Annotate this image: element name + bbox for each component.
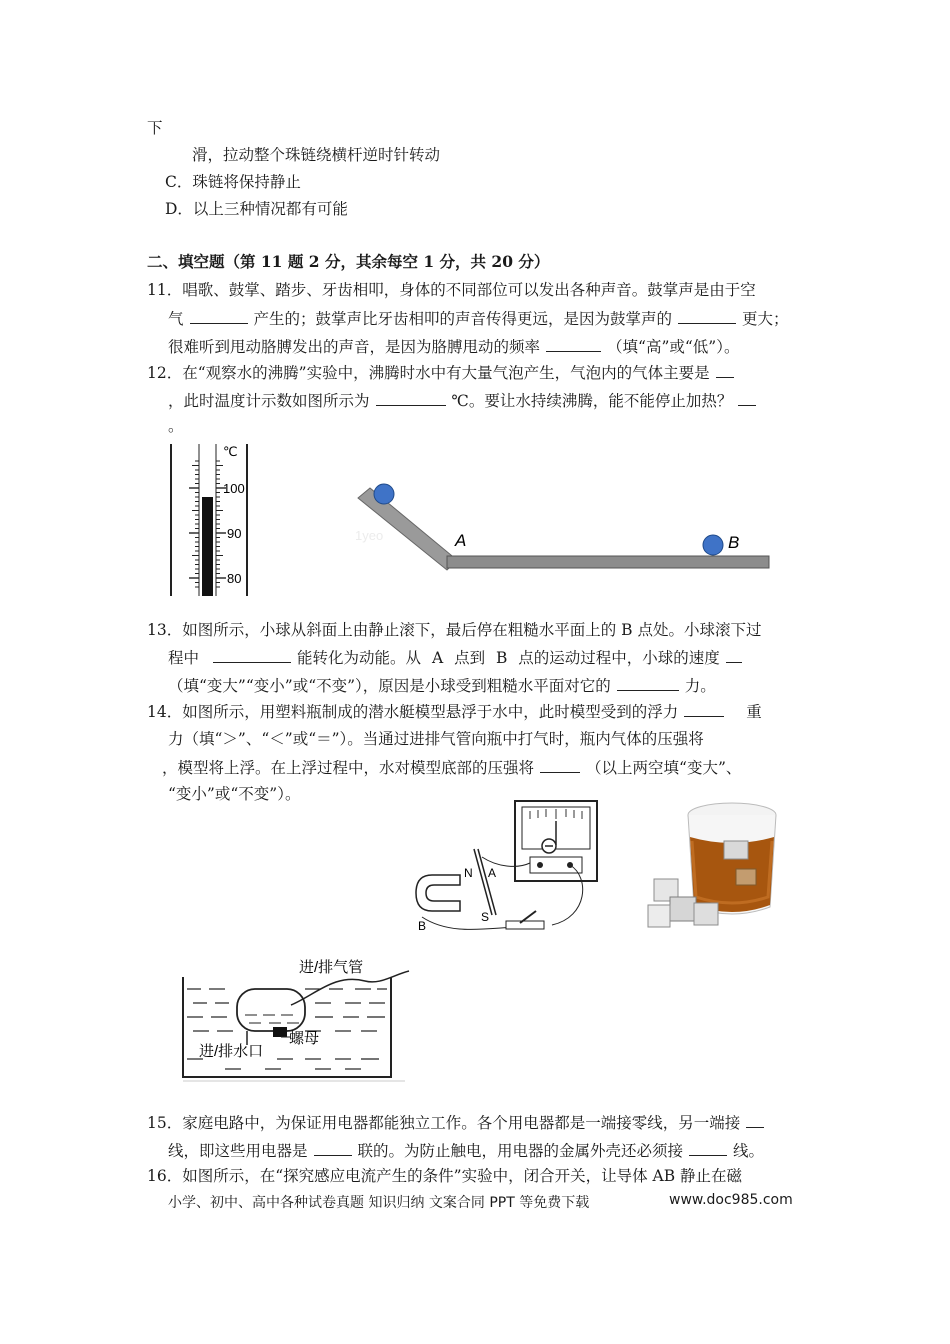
mercury-column: [202, 497, 213, 596]
answer-blank[interactable]: [546, 336, 601, 352]
answer-blank[interactable]: [746, 1112, 764, 1128]
q15-text: 线，即这些用电器是: [168, 1142, 308, 1160]
q12-text: ，此时温度计示数如图所示为: [168, 392, 370, 410]
q13-line2: [168, 647, 748, 668]
q15-line2: [168, 1140, 764, 1161]
q11-text: 很难听到甩动胳膊发出的声音，是因为胳膊甩动的频率: [168, 338, 541, 356]
q11-line2: [168, 308, 789, 329]
answer-blank[interactable]: [314, 1140, 352, 1156]
q15-line1: [147, 1112, 770, 1133]
q12-line2: [168, 390, 762, 411]
bottle-model: [237, 989, 305, 1031]
q11-text: 产生的；鼓掌声比牙齿相叩的声音传得更远，是因为鼓掌声的: [253, 310, 673, 328]
thermometer-figure: [165, 440, 260, 600]
dial-ticks: [530, 809, 582, 819]
q15-text: 线。: [733, 1142, 765, 1160]
label-a: A: [488, 866, 497, 880]
submarine-model-figure: [165, 955, 425, 1085]
terminal: [537, 862, 543, 868]
conductor-ab: [474, 849, 492, 915]
option-c: C．珠链将保持静止: [165, 173, 301, 191]
pipe-label: 进/排气管: [299, 959, 364, 976]
q14-text: 14．如图所示，用塑料瓶制成的潜水艇模型悬浮于水中，此时模型受到的浮力: [147, 703, 679, 721]
q13-line1: 13．如图所示，小球从斜面上由静止滚下，最后停在粗糙水平面上的 B 点处。小球滚下过: [147, 621, 762, 639]
prev-question-fragment: 下: [147, 119, 163, 137]
watermark: 1yeo: [355, 528, 384, 543]
q12-text: 12．在“观察水的沸腾”实验中，沸腾时水中有大量气泡产生，气泡内的气体主要是: [147, 364, 710, 382]
ramp-figure: [350, 478, 780, 578]
answer-blank[interactable]: [689, 1140, 727, 1156]
q14-line2: 力（填“＞”、“＜”或“＝”）。当通过进排气管向瓶中打气时，瓶内气体的压强将: [168, 730, 704, 748]
nut: [273, 1027, 287, 1037]
horseshoe-magnet: [416, 875, 460, 911]
q11-line3: [168, 336, 739, 357]
answer-blank[interactable]: [617, 675, 679, 691]
q12-text: ℃。要让水持续沸腾，能不能停止加热？: [451, 392, 733, 410]
label-b: B: [728, 533, 740, 552]
ball-b: [703, 535, 723, 555]
q14-text: （以上两空填“变大”、: [586, 759, 742, 777]
q13-line3: [168, 675, 716, 696]
horizontal-surface: [447, 556, 769, 568]
answer-blank[interactable]: [190, 308, 248, 324]
label-n: N: [464, 866, 473, 880]
tick-label-100: 100: [223, 481, 245, 496]
switch-base: [506, 921, 544, 929]
q11-line1: 11．唱歌、鼓掌、踏步、牙齿相叩，身体的不同部位可以发出各种声音。鼓掌声是由于空: [147, 281, 756, 299]
tick-label-90: 90: [227, 526, 242, 541]
q13-text: （填“变大”“变小”或“不变”），原因是小球受到粗糙水平面对它的: [168, 677, 611, 695]
footer-text: 小学、初中、高中各种试卷真题 知识归纳 文案合同 PPT 等免费下载: [168, 1195, 590, 1211]
q12-line3: 。: [168, 417, 184, 435]
whisky-stones-photo: [646, 797, 781, 937]
answer-blank[interactable]: [678, 308, 736, 324]
q11-text: （填“高”或“低”）。: [607, 338, 740, 356]
ball-top: [374, 484, 394, 504]
q13-text: 力。: [684, 677, 716, 695]
answer-blank[interactable]: [684, 701, 724, 717]
footer-url[interactable]: www.doc985.com: [669, 1192, 793, 1208]
answer-blank[interactable]: [738, 390, 756, 406]
section-title: 二、填空题（第 11 题 2 分，其余每空 1 分，共 20 分）: [147, 252, 550, 271]
q14-text: 重: [746, 703, 762, 721]
q15-text: 联的。为防止触电，用电器的金属外壳还必须接: [357, 1142, 684, 1160]
q11-text: 气: [168, 310, 184, 328]
q15-text: 15．家庭电路中，为保证用电器都能独立工作。各个用电器都是一端接零线，另一端接: [147, 1114, 741, 1132]
unit-label: ℃: [223, 444, 238, 459]
steel-cube: [648, 905, 670, 927]
option-d: D．以上三种情况都有可能: [165, 200, 348, 218]
induction-experiment-figure: [412, 797, 602, 937]
q14-text: ，模型将上浮。在上浮过程中，水对模型底部的压强将: [162, 759, 535, 777]
q14-line1: [147, 701, 762, 722]
label-a: A: [455, 531, 467, 550]
q11-text: 更大；: [742, 310, 789, 328]
q13-text: 能转化为动能。从 A 点到 B 点的运动过程中，小球的速度: [297, 649, 720, 667]
label-b: B: [418, 919, 427, 933]
prev-question-text: 滑，拉动整个珠链绕横杆逆时针转动: [192, 146, 441, 164]
q16-line1: 16．如图所示，在“探究感应电流产生的条件”实验中，闭合开关，让导体 AB 静止在磁: [147, 1167, 743, 1185]
inlet-label: 进/排水口: [199, 1043, 264, 1060]
q14-line3: [162, 757, 741, 778]
steel-cube: [670, 897, 696, 921]
nut-label: 螺母: [289, 1030, 320, 1047]
q12-line1: [147, 362, 740, 383]
answer-blank[interactable]: [726, 647, 742, 663]
steel-cube: [736, 869, 756, 885]
steel-cube: [724, 841, 748, 859]
answer-blank[interactable]: [540, 757, 580, 773]
q13-text: 程中: [168, 649, 200, 667]
answer-blank[interactable]: [716, 362, 734, 378]
answer-blank[interactable]: [213, 647, 291, 663]
answer-blank[interactable]: [376, 390, 446, 406]
steel-cube: [694, 903, 718, 925]
label-s: S: [481, 910, 490, 924]
tick-label-80: 80: [227, 571, 242, 586]
q14-line4: “变小”或“不变”）。: [168, 785, 301, 803]
